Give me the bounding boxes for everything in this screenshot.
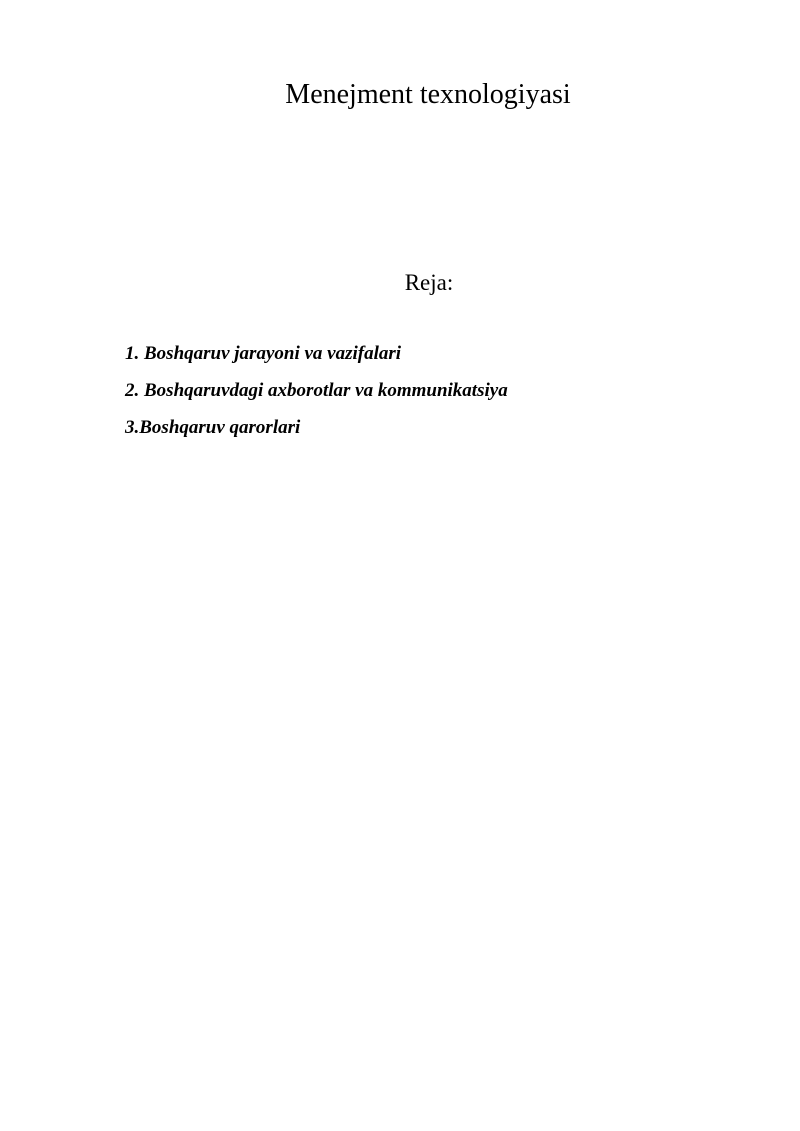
plan-item-3: 3.Boshqaruv qarorlari	[125, 417, 301, 438]
plan-item-1: 1. Boshqaruv jarayoni va vazifalari	[125, 343, 402, 364]
plan-item-2: 2. Boshqaruvdagi axborotlar va kommunikatsiya	[125, 380, 508, 401]
document-title: Menejment texnologiyasi	[285, 79, 571, 110]
plan-heading: Reja:	[404, 270, 454, 295]
plan-list	[125, 341, 508, 452]
